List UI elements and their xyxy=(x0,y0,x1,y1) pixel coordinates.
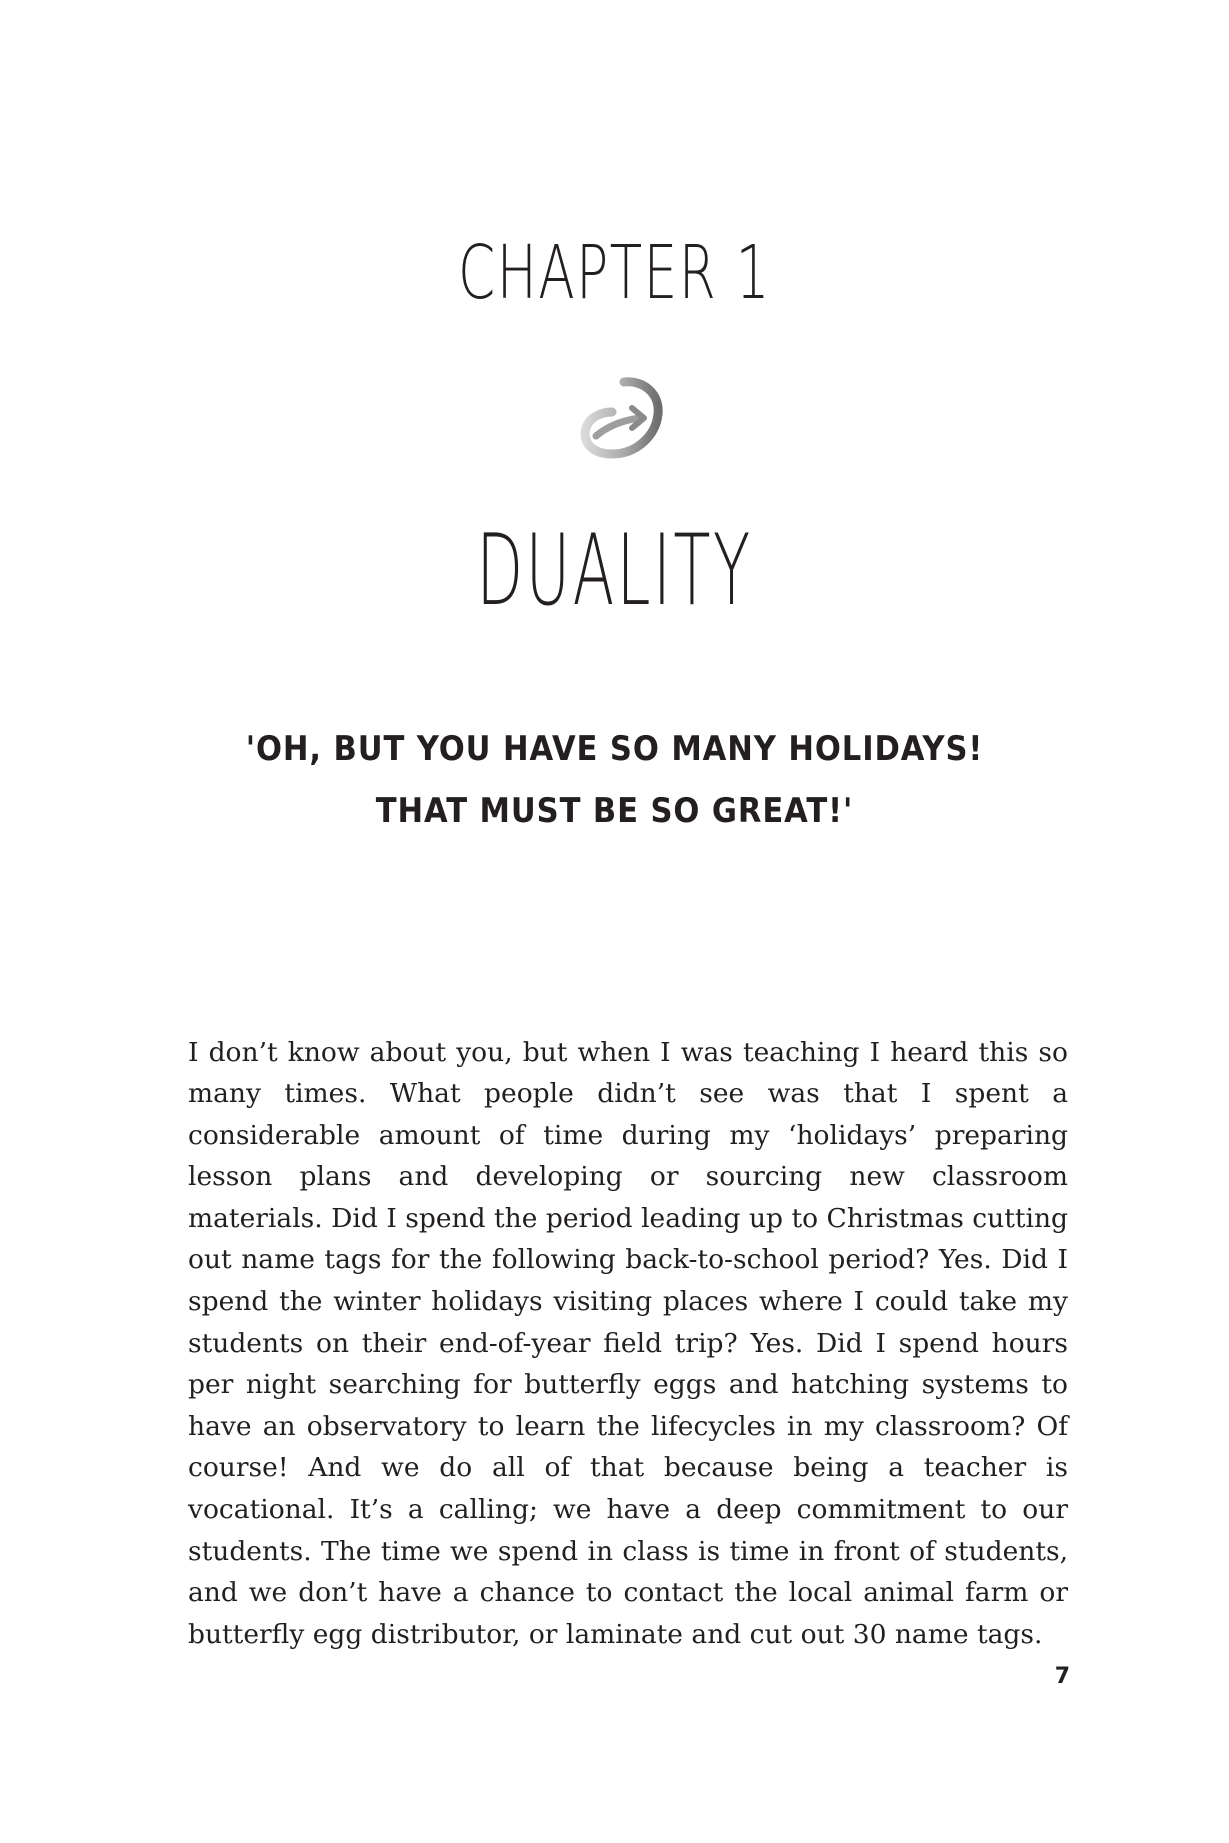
body-paragraph: I don’t know about you, but when I was teaching I heard this so many times. What people didn’t see was that I spent a considerable amount of time during my ‘holidays’ preparing lesson plans and developing or sourcing new classroom materials. Did I spend the period leading up to Christmas cutting out name tags for the following back-to-school period? Yes. Did I spend the winter holidays visiting places where I could take my students on their end-of-year field trip? Yes. Did I spend hours per night searching for butterfly eggs and hatching systems to have an observatory to learn the lifecycles in my classroom? Of course! And we do all of that because being a teacher is vocational. It’s a calling; we have a deep commitment to our students. The time we spend in class is time in front of students, and we don’t have a chance to contact the local animal farm or butterfly egg distributor, or laminate and cut out 30 name tags. xyxy=(188,1036,1068,1650)
page-number: 7 xyxy=(1054,1664,1070,1689)
chapter-title: DUALITY xyxy=(476,514,753,628)
epigraph-line-1: 'OH, BUT YOU HAVE SO MANY HOLIDAYS! xyxy=(245,729,984,769)
chapter-label: CHAPTER 1 xyxy=(458,230,771,316)
epigraph-quote xyxy=(0,718,1229,842)
epigraph-line-2: THAT MUST BE SO GREAT!' xyxy=(375,791,854,831)
swirl-arrow-icon xyxy=(574,376,670,466)
